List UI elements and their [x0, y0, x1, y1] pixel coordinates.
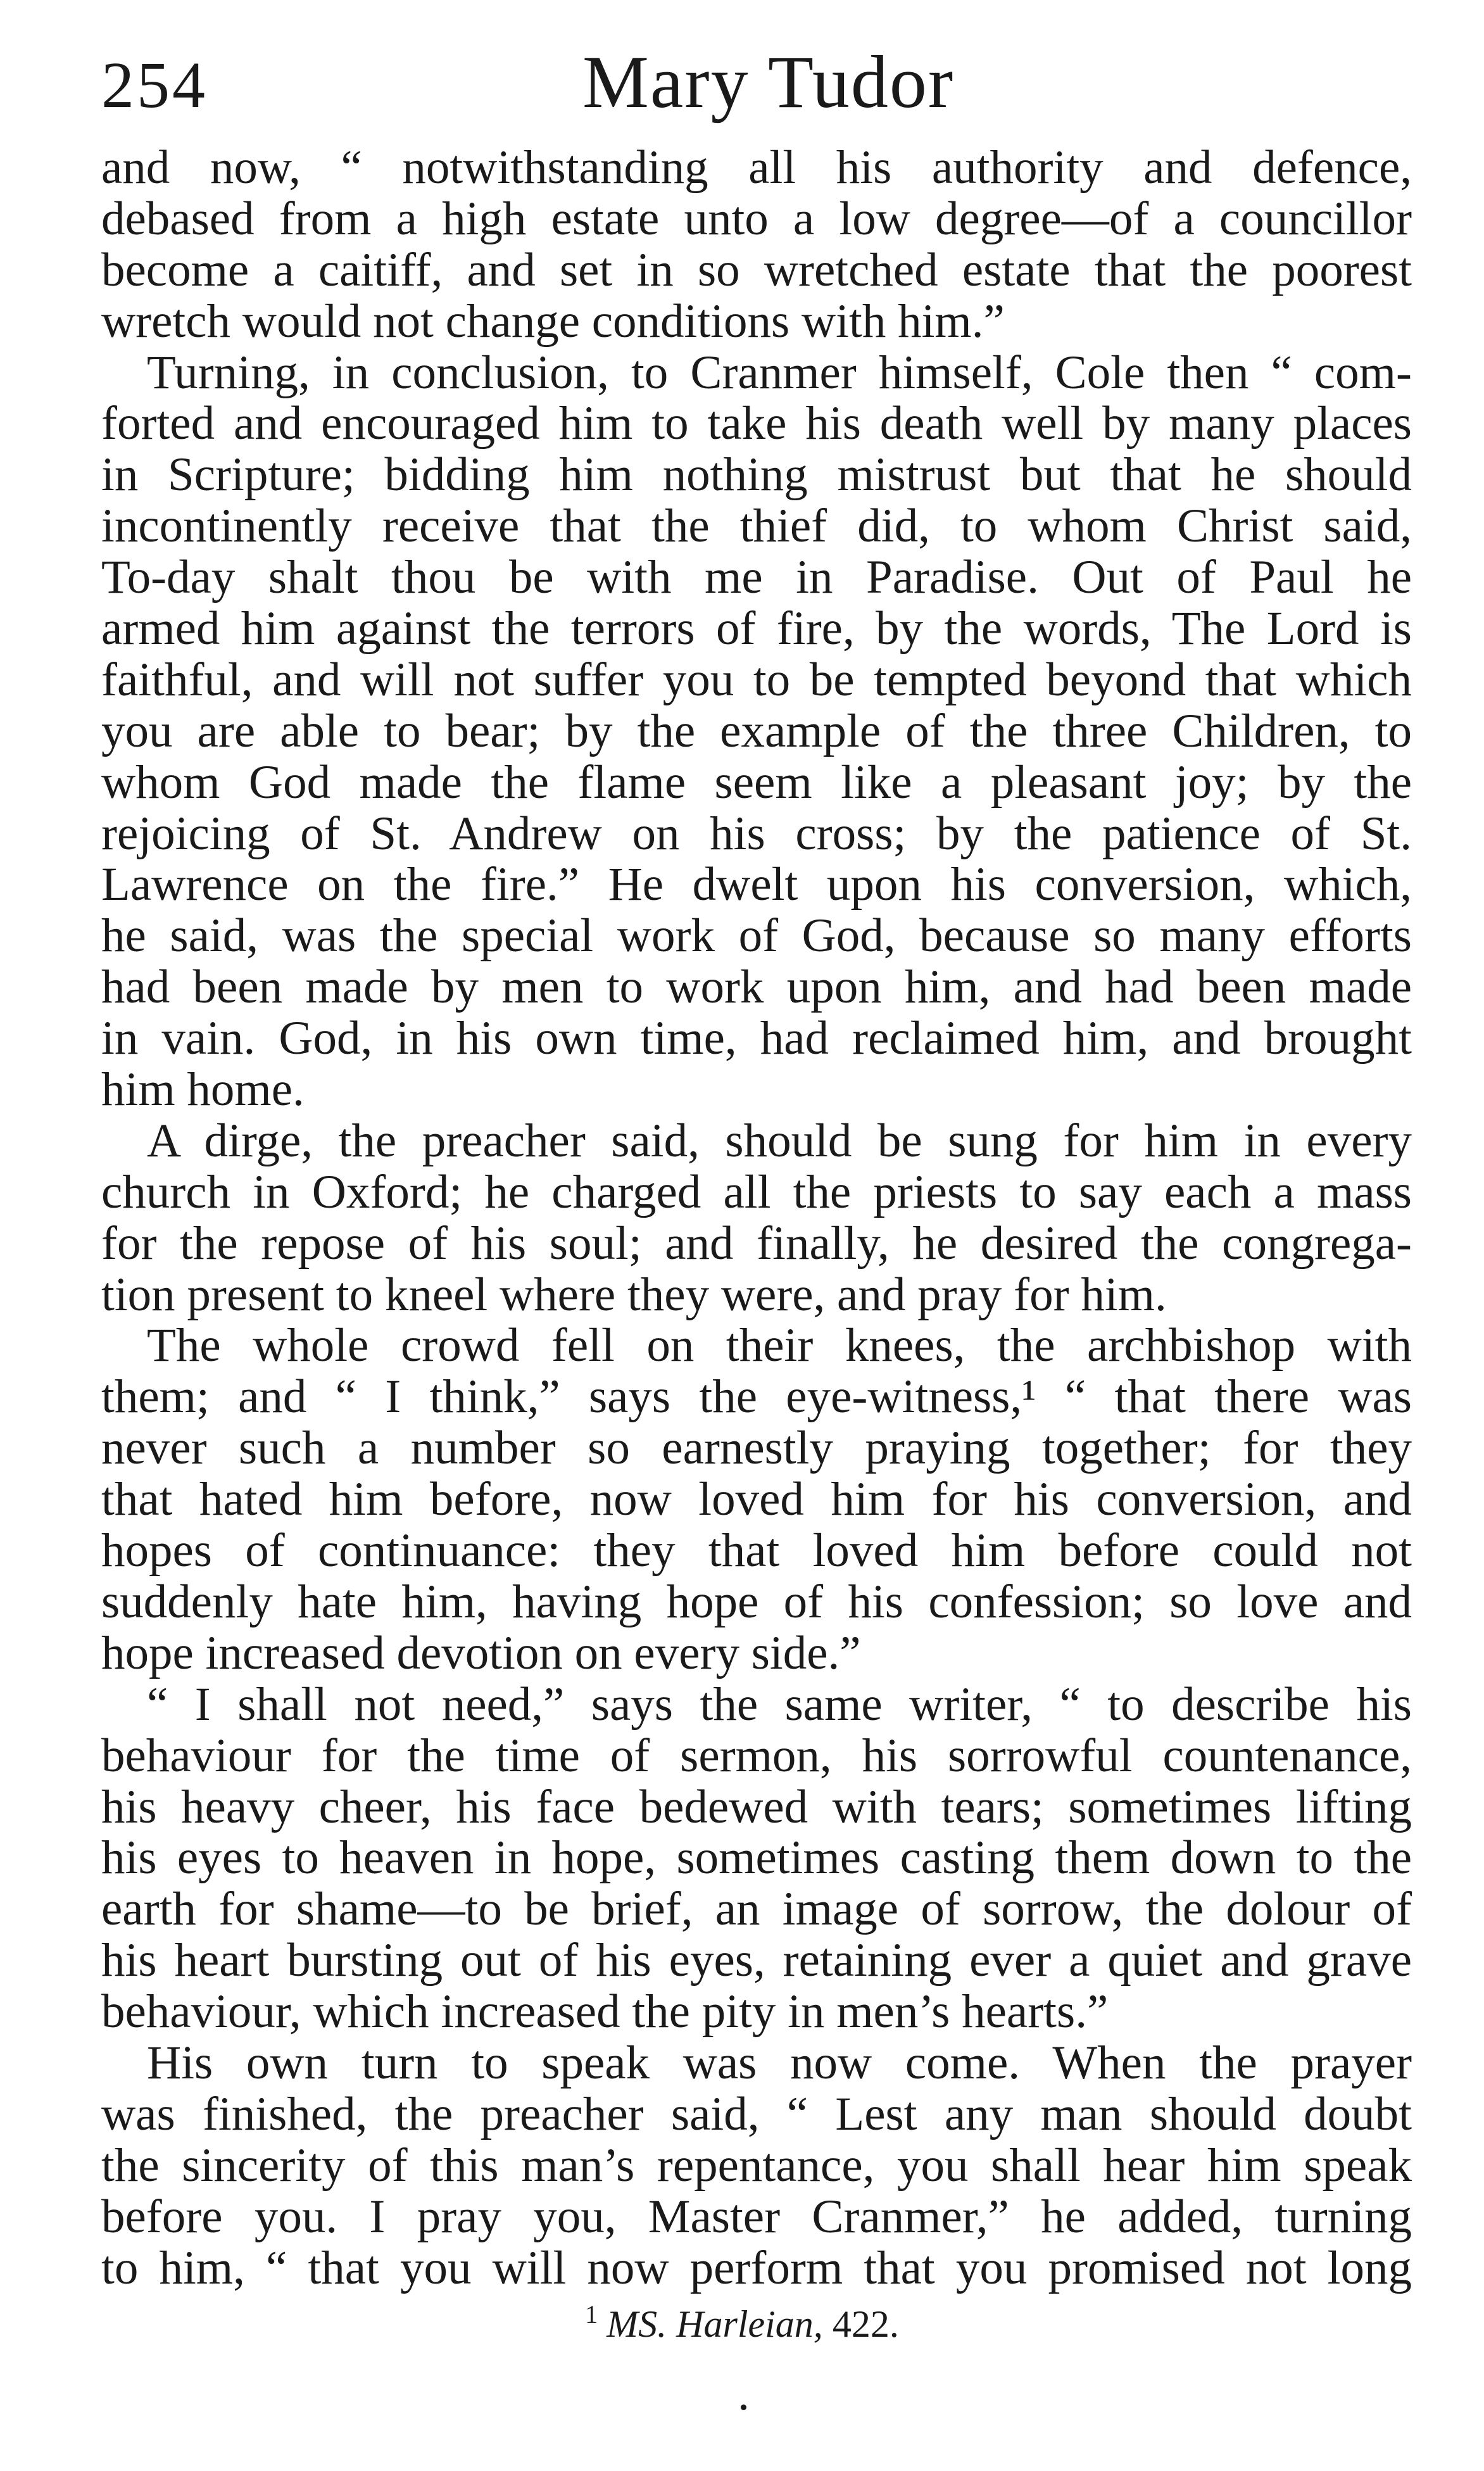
running-title: Mary Tudor — [582, 41, 955, 123]
text-line: suddenly hate him, having hope of his confession; so love and — [101, 1575, 1412, 1628]
page-number: 254 — [101, 49, 208, 122]
text-line: in vain. God, in his own time, had reclaimed him, and brought — [101, 1012, 1412, 1065]
text-line: he said, was the special work of God, because so many efforts — [101, 909, 1412, 963]
text-line: His own turn to speak was now come. When the prayer — [147, 2036, 1412, 2089]
text-line: behaviour for the time of sermon, his sorrowful countenance, — [101, 1729, 1412, 1782]
text-line: forted and encouraged him to take his death well by many places — [101, 397, 1412, 450]
paragraph — [101, 142, 1412, 348]
text-line: A dirge, the preacher said, should be sung for him in every — [147, 1114, 1412, 1167]
page-header — [101, 38, 1431, 139]
text-line: Turning, in conclusion, to Cranmer himself, Cole then “ com- — [147, 346, 1412, 399]
text-line: him home. — [101, 1063, 305, 1116]
text-line: debased from a high estate unto a low degree—of a councillor — [101, 192, 1412, 245]
text-line: church in Oxford; he charged all the priests to say each a mass — [101, 1165, 1412, 1218]
paragraph — [101, 2038, 1412, 2294]
text-line: To-day shalt thou be with me in Paradise. Out of Paul he — [101, 551, 1412, 604]
text-line: become a caitiff, and set in so wretched estate that the poorest — [101, 243, 1412, 296]
text-line: hopes of continuance: they that loved him before could not — [101, 1524, 1412, 1577]
text-line: that hated him before, now loved him for his conversion, and — [101, 1473, 1412, 1526]
text-line: Lawrence on the fire.” He dwelt upon his conversion, which, — [101, 858, 1412, 911]
paragraph — [101, 1679, 1412, 2038]
text-line: tion present to kneel where they were, and pray for him. — [101, 1268, 1167, 1321]
text-line: rejoicing of St. Andrew on his cross; by the patience of St. — [101, 807, 1412, 860]
text-line: whom God made the flame seem like a pleasant joy; by the — [101, 755, 1412, 809]
text-line: never such a number so earnestly praying together; for they — [101, 1422, 1412, 1475]
text-line: incontinently receive that the thief did, to whom Christ said, — [101, 500, 1412, 553]
page-dot-mark — [741, 2405, 746, 2410]
footnote-marker: 1 — [585, 2300, 598, 2329]
text-line: earth for shame—to be brief, an image of sorrow, the dolour of — [101, 1883, 1412, 1936]
text-line: was finished, the preacher said, “ Lest any man should doubt — [101, 2087, 1412, 2140]
text-line: “ I shall not need,” says the same writer, “ to describe his — [147, 1678, 1412, 1731]
paragraph — [101, 1320, 1412, 1679]
footnote-source: MS. Harleian, — [607, 2303, 823, 2345]
footnote — [0, 2289, 1484, 2349]
paragraph — [101, 348, 1412, 1116]
text-line: wretch would not change conditions with him.” — [101, 294, 1005, 348]
text-line: for the repose of his soul; and finally, he desired the congrega- — [101, 1217, 1412, 1270]
text-line: before you. I pray you, Master Cranmer,” he added, turning — [101, 2190, 1412, 2243]
text-line: in Scripture; bidding him nothing mistrust but that he should — [101, 448, 1412, 502]
text-line: his heart bursting out of his eyes, retaining ever a quiet and grave — [101, 1934, 1412, 1987]
body-text — [101, 142, 1412, 2294]
text-line: hope increased devotion on every side.” — [101, 1626, 861, 1679]
text-line: had been made by men to work upon him, and had been made — [101, 961, 1412, 1014]
text-line: to him, “ that you will now perform that you promised not long — [101, 2241, 1412, 2294]
text-line: his heavy cheer, his face bedewed with tears; sometimes lifting — [101, 1780, 1412, 1833]
text-line: you are able to bear; by the example of the three Children, to — [101, 704, 1412, 757]
text-line: them; and “ I think,” says the eye-witness,¹ “ that there was — [101, 1370, 1412, 1424]
footnote-number: 422. — [832, 2303, 899, 2345]
text-line: The whole crowd fell on their knees, the archbishop with — [147, 1319, 1412, 1372]
text-line: faithful, and will not suffer you to be tempted beyond that which — [101, 653, 1412, 706]
text-line: armed him against the terrors of fire, by the words, The Lord is — [101, 602, 1412, 655]
text-line: behaviour, which increased the pity in men’s hearts.” — [101, 1985, 1109, 2038]
text-line: and now, “ notwithstanding all his authority and defence, — [101, 141, 1412, 194]
text-line: his eyes to heaven in hope, sometimes casting them down to the — [101, 1831, 1412, 1885]
paragraph — [101, 1116, 1412, 1321]
text-line: the sincerity of this man’s repentance, you shall hear him speak — [101, 2139, 1412, 2192]
